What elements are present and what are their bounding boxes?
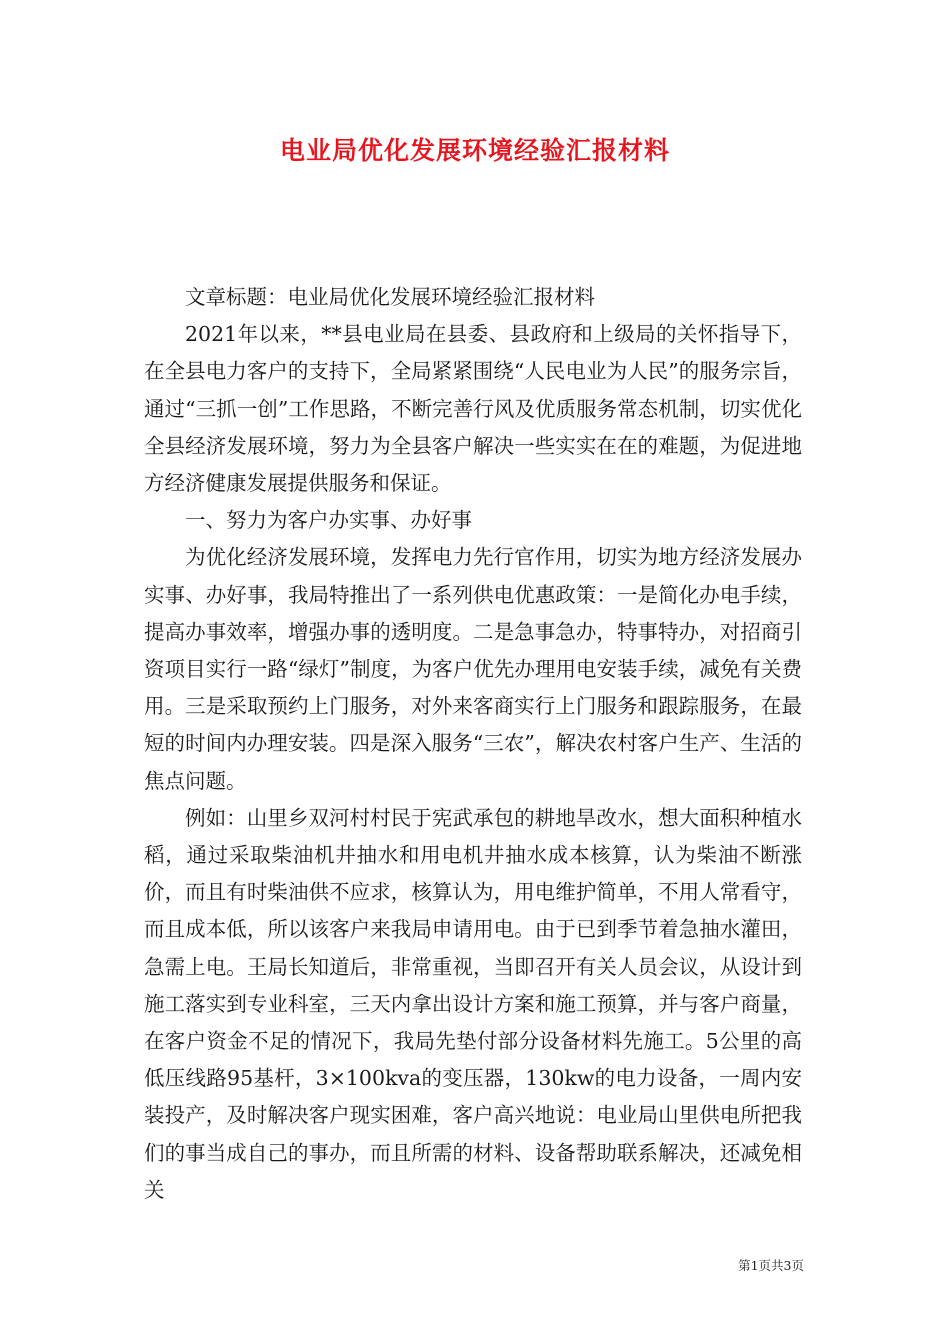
article-title-line: 文章标题：电业局优化发展环境经验汇报材料: [185, 285, 595, 309]
section-heading-1: 一、努力为客户办实事、办好事: [185, 508, 472, 533]
document-body: [144, 279, 802, 1209]
document-title: 电业局优化发展环境经验汇报材料: [279, 136, 670, 165]
page-number: 第1页共3页: [738, 1258, 804, 1273]
paragraph-intro: 2021年以来，**县电业局在县委、县政府和上级局的关怀指导下，在全县电力客户的支持下，全局紧紧围绕“人民电业为人民”的服务宗旨，通过“三抓一创”工作思路，不断完善行风及优质服务常态机制，切实优化全县经济发展环境，努力为全县客户解决一些实实在在的难题，为促进地方经济健康发展提供服务和保证。: [144, 322, 802, 496]
paragraph-example: 例如：山里乡双河村村民于宪武承包的耕地旱改水，想大面积种植水稻，通过采取柴油机井抽水和用电机井抽水成本核算，认为柴油不断涨价，而且有时柴油供不应求，核算认为，用电维护简单，不用人常看守，而且成本低，所以该客户来我局申请用电。由于已到季节着急抽水灌田，急需上电。王局长知道后，非常重视，当即召开有关人员会议，从设计到施工落实到专业科室，三天内拿出设计方案和施工预算，并与客户商量，在客户资金不足的情况下，我局先垫付部分设备材料先施工。5公里的高低压线路95基杆，3×100kva的变压器，130kw的电力设备，一周内安装投产，及时解决客户现实困难，客户高兴地说：电业局山里供电所把我们的事当成自己的事办，而且所需的材料、设备帮助联系解决，还减免相关: [144, 805, 802, 1202]
paragraph-policies: 为优化经济发展环境，发挥电力先行官作用，切实为地方经济发展办实事、办好事，我局特推出了一系列供电优惠政策：一是简化办电手续，提高办事效率，增强办事的透明度。二是急事急办，特事特办，对招商引资项目实行一路“绿灯”制度，为客户优先办理用电安装手续，减免有关费用。三是采取预约上门服务，对外来客商实行上门服务和跟踪服务，在最短的时间内办理安装。四是深入服务“三农”，解决农村客户生产、生活的焦点问题。: [144, 545, 802, 793]
